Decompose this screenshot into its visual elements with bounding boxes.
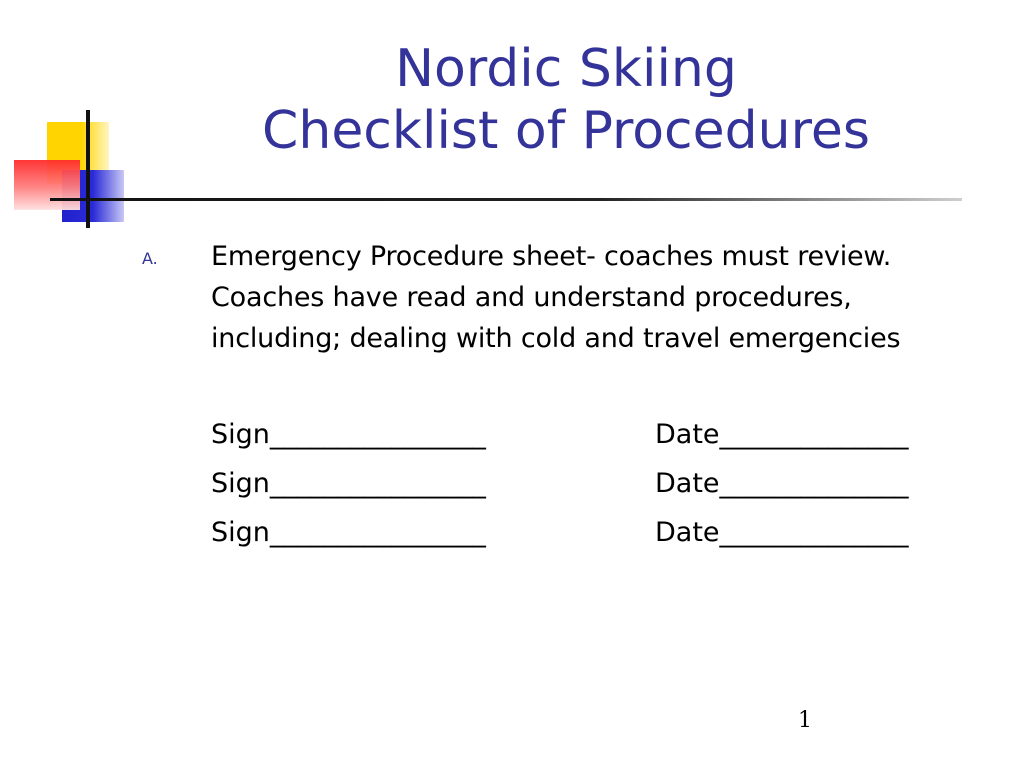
list-item-text <box>211 236 1001 359</box>
title-line-2: Checklist of Procedures <box>262 101 870 161</box>
signature-row <box>211 512 909 553</box>
date-field: Date______________ <box>655 419 909 450</box>
sign-field: Sign________________ <box>211 419 486 450</box>
vertical-rule-decoration <box>86 110 90 228</box>
slide-title <box>160 38 972 162</box>
signature-row <box>211 463 909 504</box>
list-marker: A. <box>142 249 158 268</box>
date-field: Date______________ <box>655 468 909 499</box>
signature-row <box>211 414 909 455</box>
body-line-2: Coaches have read and understand procedures, <box>211 282 852 313</box>
title-underline-rule <box>50 198 962 201</box>
red-square-decoration <box>14 160 80 210</box>
sign-field: Sign________________ <box>211 468 486 499</box>
date-field: Date______________ <box>655 517 909 548</box>
body-line-3: including; dealing with cold and travel emergencies <box>211 323 901 354</box>
title-line-1: Nordic Skiing <box>395 39 737 99</box>
sign-field: Sign________________ <box>211 517 486 548</box>
page-number: 1 <box>798 708 812 733</box>
body-line-1: Emergency Procedure sheet- coaches must review. <box>211 241 892 272</box>
